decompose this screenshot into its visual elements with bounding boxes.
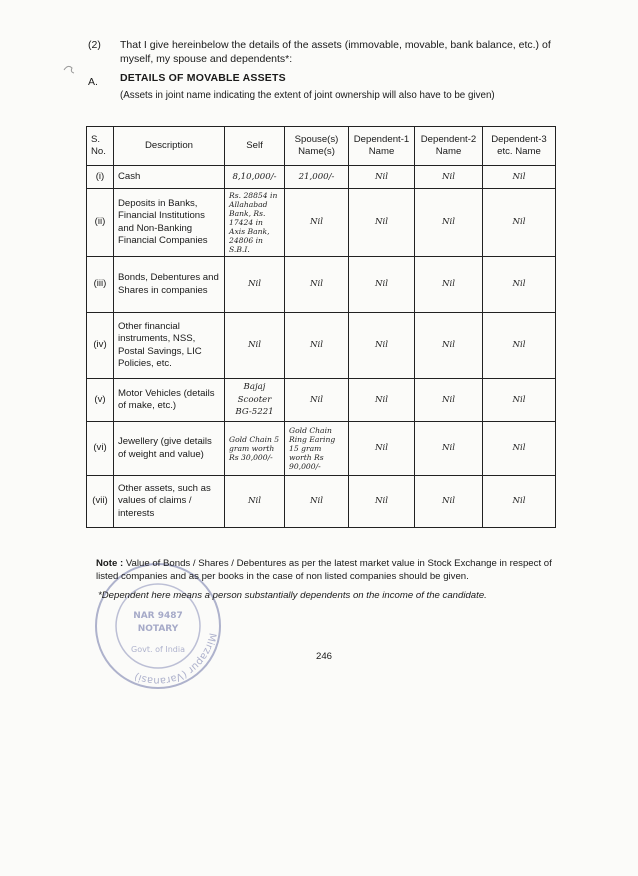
header-sno: S. No. — [87, 127, 114, 166]
note-label: Note : — [96, 558, 124, 569]
row-description: Cash — [114, 166, 225, 189]
row-number: (iii) — [87, 257, 114, 313]
dependent-1-value: Nil — [349, 189, 415, 257]
dependent-3-value: Nil — [483, 166, 556, 189]
table-row — [87, 313, 556, 379]
stamp-ring-text: Mirzapur (Varanasi) — [132, 631, 218, 687]
row-description: Bonds, Debentures and Shares in companies — [114, 257, 225, 313]
movable-assets-table — [86, 126, 556, 528]
dependent-3-value: Nil — [483, 313, 556, 379]
dependent-1-value: Nil — [349, 166, 415, 189]
self-value: Rs. 28854 in Allahabad Bank, Rs. 17424 in Axis Bank, 24806 in S.B.I. — [225, 189, 285, 257]
row-description: Jewellery (give details of weight and value) — [114, 422, 225, 476]
row-number: (ii) — [87, 189, 114, 257]
dependent-1-value: Nil — [349, 379, 415, 422]
valuation-note — [96, 557, 566, 583]
self-value: 8,10,000/- — [225, 166, 285, 189]
spouse-value: Nil — [285, 257, 349, 313]
check-mark-icon — [62, 62, 80, 76]
svg-text:Mirzapur (Varanasi) — [133, 632, 218, 686]
dependent-2-value: Nil — [415, 476, 483, 528]
dependent-1-value: Nil — [349, 257, 415, 313]
intro-text: That I give hereinbelow the details of the assets (immovable, movable, bank balance, etc.) of myself, my spouse and dependents*: — [120, 39, 551, 65]
row-description: Other financial instruments, NSS, Postal Savings, LIC Policies, etc. — [114, 313, 225, 379]
section-letter: A. — [88, 76, 98, 88]
spouse-value: Nil — [285, 476, 349, 528]
table-row — [87, 189, 556, 257]
spouse-value: Nil — [285, 189, 349, 257]
dependent-1-value: Nil — [349, 313, 415, 379]
dependent-1-value: Nil — [349, 476, 415, 528]
self-value: Nil — [225, 257, 285, 313]
dependent-2-value: Nil — [415, 379, 483, 422]
page-number: 246 — [316, 651, 333, 662]
dependent-2-value: Nil — [415, 422, 483, 476]
stamp-line-3: Govt. of India — [131, 645, 185, 654]
dependent-2-value: Nil — [415, 313, 483, 379]
table-row — [87, 422, 556, 476]
dependent-2-value: Nil — [415, 257, 483, 313]
note-text: Value of Bonds / Shares / Debentures as per the latest market value in Stock Exchange in respect of listed companies and as per books in the case of non listed companies should be given. — [96, 558, 552, 582]
header-dependent-2: Dependent-2 Name — [415, 127, 483, 166]
table-row — [87, 166, 556, 189]
dependent-1-value: Nil — [349, 422, 415, 476]
table-row — [87, 379, 556, 422]
intro-number: (2) — [88, 39, 101, 51]
stamp-line-1: NAR 9487 — [133, 611, 183, 621]
dependent-definition: *Dependent here means a person substantially dependents on the income of the candidate. — [98, 590, 487, 601]
row-number: (i) — [87, 166, 114, 189]
dependent-3-value: Nil — [483, 379, 556, 422]
dependent-2-value: Nil — [415, 166, 483, 189]
row-description: Other assets, such as values of claims / interests — [114, 476, 225, 528]
self-value: Gold Chain 5 gram worth Rs 30,000/- — [225, 422, 285, 476]
row-number: (vi) — [87, 422, 114, 476]
row-number: (iv) — [87, 313, 114, 379]
dependent-3-value: Nil — [483, 476, 556, 528]
self-value: Bajaj Scooter BG-5221 — [225, 379, 285, 422]
spouse-value: 21,000/- — [285, 166, 349, 189]
spouse-value: Nil — [285, 313, 349, 379]
table-row — [87, 476, 556, 528]
header-spouse: Spouse(s) Name(s) — [285, 127, 349, 166]
row-description: Deposits in Banks, Financial Institutions and Non-Banking Financial Companies — [114, 189, 225, 257]
row-description: Motor Vehicles (details of make, etc.) — [114, 379, 225, 422]
table-row — [87, 257, 556, 313]
table-header-row — [87, 127, 556, 166]
header-dependent-1: Dependent-1 Name — [349, 127, 415, 166]
header-dependent-3: Dependent-3 etc. Name — [483, 127, 556, 166]
section-subtitle: (Assets in joint name indicating the extent of joint ownership will also have to be given) — [120, 90, 495, 101]
dependent-2-value: Nil — [415, 189, 483, 257]
row-number: (vii) — [87, 476, 114, 528]
dependent-3-value: Nil — [483, 257, 556, 313]
self-value: Nil — [225, 476, 285, 528]
header-description: Description — [114, 127, 225, 166]
header-self: Self — [225, 127, 285, 166]
row-number: (v) — [87, 379, 114, 422]
dependent-3-value: Nil — [483, 189, 556, 257]
section-title: DETAILS OF MOVABLE ASSETS — [120, 72, 286, 84]
stamp-line-2: NOTARY — [137, 624, 179, 634]
dependent-3-value: Nil — [483, 422, 556, 476]
spouse-value: Gold Chain Ring Earing 15 gram worth Rs 90,000/- — [285, 422, 349, 476]
self-value: Nil — [225, 313, 285, 379]
spouse-value: Nil — [285, 379, 349, 422]
